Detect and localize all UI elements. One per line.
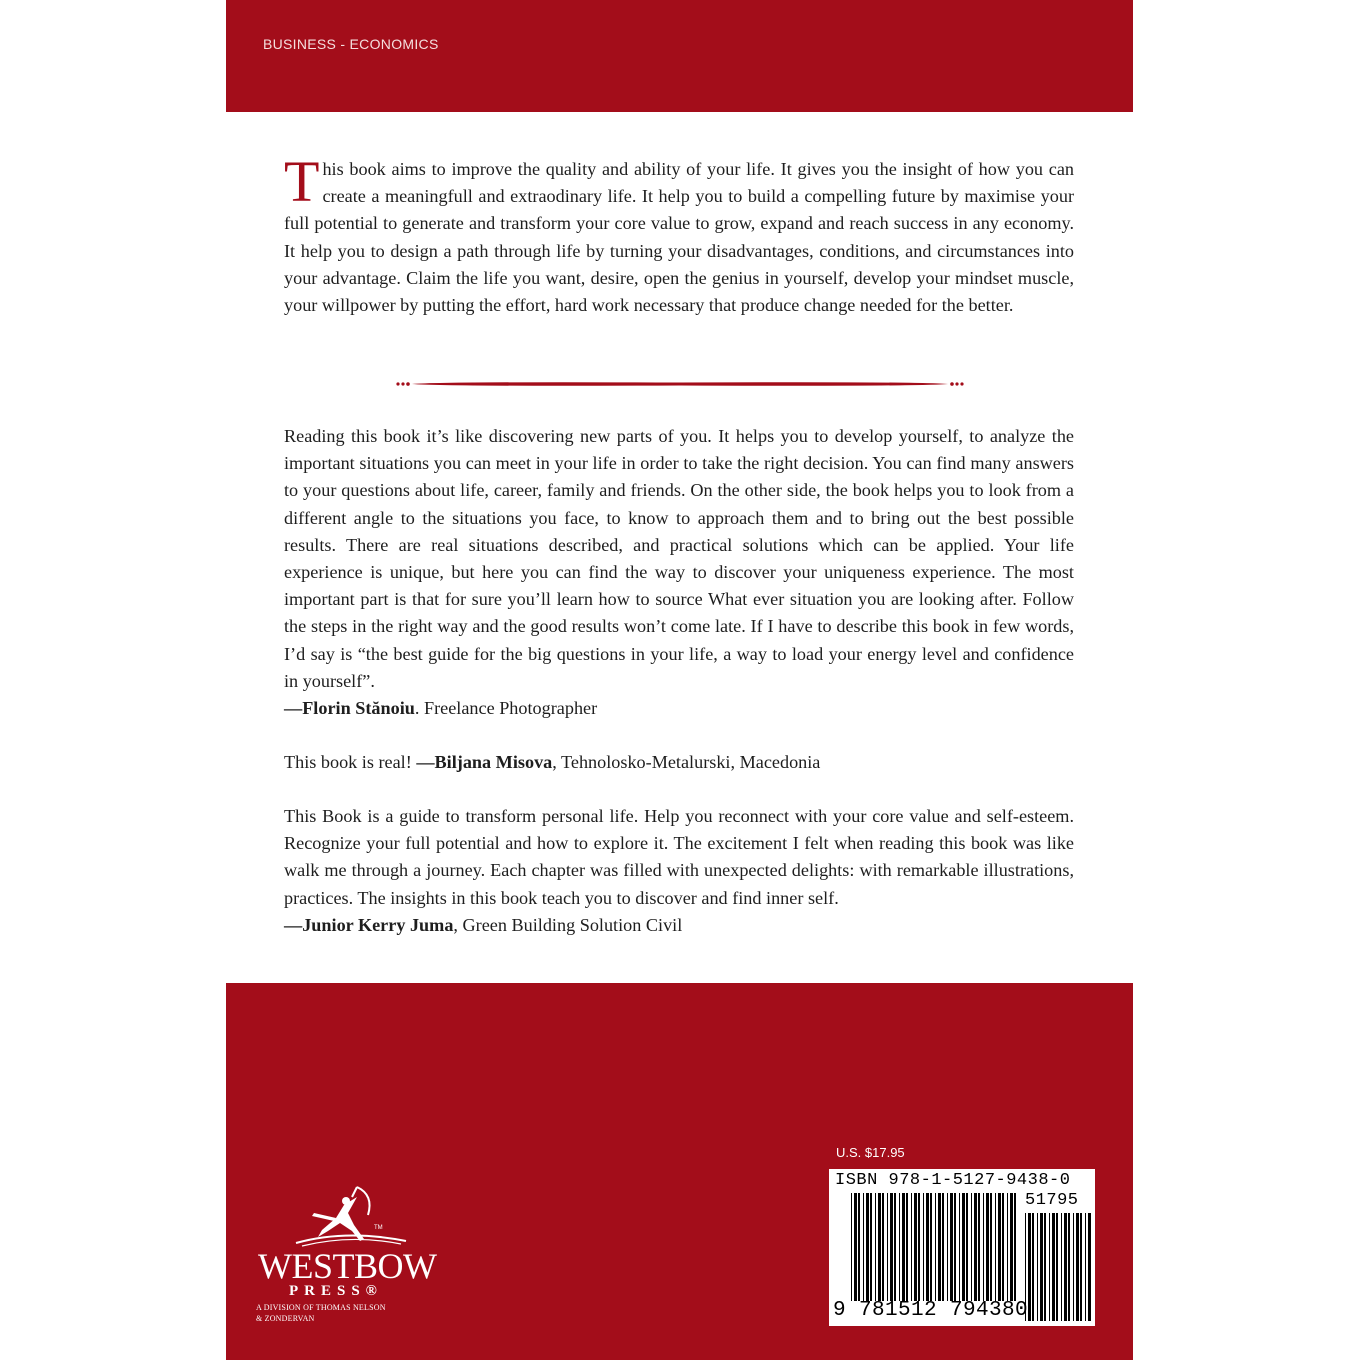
barcode-bar	[1007, 1193, 1008, 1301]
publisher-press: PRESS®	[289, 1283, 383, 1299]
barcode-bar	[974, 1193, 977, 1301]
review-florin	[284, 423, 1074, 722]
barcode-bar	[1064, 1213, 1067, 1321]
barcode-bar	[914, 1193, 917, 1301]
barcode-bar	[935, 1193, 936, 1301]
barcode-bar	[1061, 1213, 1062, 1321]
barcode-bar	[858, 1193, 860, 1301]
barcode-bar	[851, 1193, 852, 1301]
ean-digits: 9 781512 794380	[833, 1299, 1029, 1322]
barcode-bar	[986, 1193, 989, 1301]
barcode-bar	[866, 1193, 869, 1301]
reviewer-role: . Freelance Photographer	[414, 698, 598, 719]
barcode-bar	[926, 1193, 929, 1301]
barcode-bar	[1056, 1213, 1058, 1321]
review-biljana	[284, 749, 1074, 776]
book-back-cover	[226, 0, 1133, 1360]
barcode-bar	[890, 1193, 893, 1301]
isbn-price-code: 51795	[1025, 1191, 1079, 1210]
ornament-divider	[396, 376, 964, 392]
barcode-bar	[1085, 1213, 1086, 1321]
reviewer-name: —Junior Kerry Juma	[284, 914, 454, 935]
barcode-bar	[1010, 1193, 1013, 1301]
barcode-bar	[930, 1193, 932, 1301]
barcode-bar	[1049, 1213, 1050, 1321]
barcode-bar	[1002, 1193, 1004, 1301]
reviewer-name: —Biljana Misova	[416, 752, 553, 772]
barcode-bar	[1014, 1193, 1016, 1301]
drop-cap: T	[284, 149, 320, 214]
review-junior	[284, 803, 1074, 939]
isbn-number: ISBN 978-1-5127-9438-0	[835, 1171, 1071, 1190]
barcode-bar	[902, 1193, 905, 1301]
barcode-bar	[1040, 1213, 1043, 1321]
barcode-bar	[854, 1193, 857, 1301]
barcode-bar	[954, 1193, 956, 1301]
review-text: Reading this book it’s like discovering new parts of you. It helps you to develop yourself, to analyze the important situations you can meet in your life in order to take the right decision. You can find many answers to your questions about life, career, family and friends. On the other side, the book helps you to look from a different angle to the situations you face, to know to approach them and to bring out the best possible results. There are real situations described, and practical solutions which can be applied. Your life experience is unique, but here you can find the way to discover your uniqueness experience. The most important part is that for sure you’ll learn how to source What ever situation you are looking after. Follow the steps in the right way and the good results won’t come late. If I have to describe this book in few words, I’d say is “the best guide for the big questions in your life, a way to load your energy level and confidence in yourself”.	[284, 426, 1074, 691]
barcode-bar	[1080, 1213, 1082, 1321]
isbn-barcode	[829, 1169, 1095, 1326]
barcode-bar	[1068, 1213, 1070, 1321]
intro-paragraph	[284, 149, 1074, 319]
barcode-bar	[894, 1193, 896, 1301]
barcode-bar	[1037, 1213, 1038, 1321]
barcode-bar	[938, 1193, 941, 1301]
svg-text:TM: TM	[374, 1225, 383, 1231]
barcode-bar	[966, 1193, 968, 1301]
barcode-bar	[863, 1193, 864, 1301]
barcode-bar	[950, 1193, 953, 1301]
top-red-band	[226, 0, 1133, 112]
barcode-bar	[1073, 1213, 1074, 1321]
barcode-bar	[887, 1193, 888, 1301]
barcode-bar	[906, 1193, 908, 1301]
barcode-bar	[971, 1193, 972, 1301]
review-text: This Book is a guide to transform personal life. Help you reconnect with your core value and self-esteem. Recognize your full potential and how to explore it. The excitement I felt when reading this book was like walk me through a journey. Each chapter was filled with unexpected delights: with remarkable illustrations, practices. The insights in this book teach you to discover and find inner self.	[284, 806, 1074, 908]
barcode-bar	[899, 1193, 900, 1301]
reviewer-role: , Tehnolosko-Metalurski, Macedonia	[552, 752, 821, 772]
barcode-bar	[990, 1193, 992, 1301]
barcode-bar	[870, 1193, 872, 1301]
barcode-bar	[882, 1193, 884, 1301]
barcode-bar	[998, 1193, 1001, 1301]
barcode-bar	[923, 1193, 924, 1301]
barcode-bar	[978, 1193, 980, 1301]
barcode-bar	[1032, 1213, 1034, 1321]
barcode-bar	[911, 1193, 912, 1301]
price-label: U.S. $17.95	[836, 1145, 905, 1160]
barcode-bar	[918, 1193, 920, 1301]
barcode-bar	[875, 1193, 876, 1301]
intro-text: his book aims to improve the quality and ability of your life. It gives you the insight of how you can create a meaningfull and extraodinary life. It help you to build a compelling future by maximise your full potential to generate and transform your core value to grow, expand and reach success in any economy. It help you to design a path through life by turning your disadvantages, conditions, and circumstances into your advantage. Claim the life you want, desire, open the genius in yourself, develop your mindset muscle, your willpower by putting the effort, hard work necessary that produce change needed for the better.	[284, 159, 1074, 316]
category-label: BUSINESS - ECONOMICS	[263, 36, 439, 52]
barcode-bar	[1052, 1213, 1055, 1321]
reviewer-name: —Florin Stănoiu	[284, 698, 415, 719]
reviewer-role: , Green Building Solution Civil	[453, 914, 683, 935]
review-text: This book is real!	[284, 752, 417, 772]
barcode-bar	[962, 1193, 965, 1301]
barcode-bar	[1088, 1213, 1091, 1321]
barcode-bar	[959, 1193, 960, 1301]
barcode-bar	[878, 1193, 881, 1301]
barcode-bar	[983, 1193, 984, 1301]
publisher-tagline: A DIVISION OF THOMAS NELSON & ZONDERVAN	[256, 1303, 386, 1323]
publisher-name: WESTBOW	[258, 1246, 437, 1286]
barcode-bar	[995, 1193, 996, 1301]
barcode-bar	[947, 1193, 948, 1301]
barcode-bar	[942, 1193, 944, 1301]
barcode-bar	[1028, 1213, 1031, 1321]
barcode-bar	[1044, 1213, 1046, 1321]
barcode-bar	[1076, 1213, 1079, 1321]
